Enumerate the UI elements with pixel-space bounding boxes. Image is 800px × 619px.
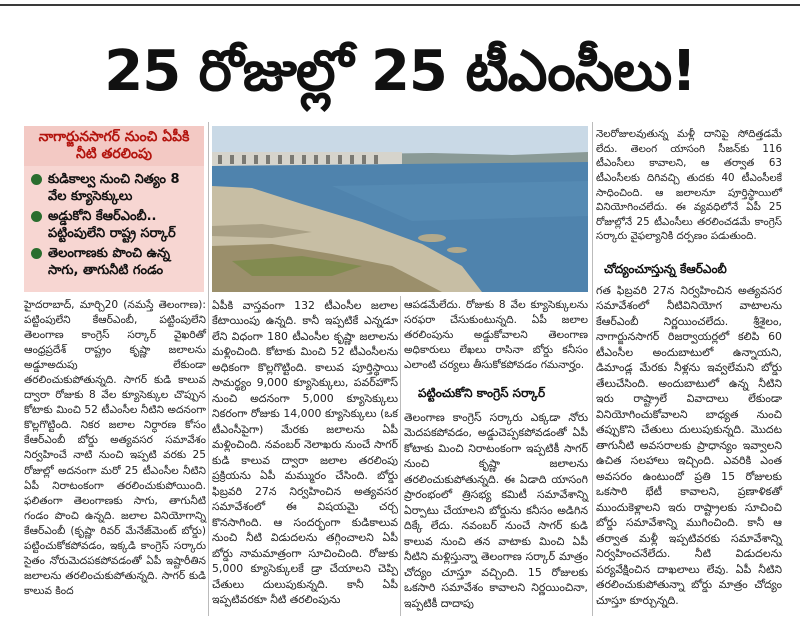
highlight-item: అడ్డుకోని కేఆర్ఎంబీ.. పట్టింపులేని రాష్ట్ర సర్కార్ <box>28 208 200 242</box>
highlight-item: తెలంగాణకు పొంచి ఉన్న సాగు, తాగునీటి గండం <box>28 245 200 279</box>
highlights-box <box>24 126 204 292</box>
subheading-congress: పట్టించుకోని కాంగ్రెస్ సర్కార్ <box>418 386 546 400</box>
highlights-list <box>24 166 204 292</box>
article-column-1: హైదరాబాద్, మార్చి20 (నమస్తే తెలంగాణ): పట్టింపులేని కేఆర్ఎంబీ, పట్టింపులేని తెలంగాణ కాంగ్రెస్ సర్కార్ వైఖరితో ఆంధ్రప్రదేశ్ రాష్ట్రం కృష్ణా జలాలను అడ్డూఅదుపు లేకుండా తరలించుకుపోతున్నది. సాగర్ కుడి కాలువ ద్వారా రోజుకు 8 వేల క్యూసెక్కుల చొప్పున కోటాకు మించి 52 టీఎంసీల నీటిని అదనంగా కొల్లగొట్టింది. నికర జలాల నిర్ధారణ కోసం కేఆర్ఎంబీ బోర్డు అత్యవసర సమావేశం నిర్వహించే నాటి నుంచి ఇప్పటి వరకు 25 రోజుల్లో అదనంగా మరో 25 టీఎంసీల నీటిని ఏపీ నిరాటంకంగా తరలించుకుపోయింది. ఫలితంగా తెలంగాణకు సాగు, తాగునీటి గండం పొంచి ఉన్నది. జలాల వినియోగాన్ని కేఆర్ఎంబీ (కృష్ణా రివర్ మేనేజ్‌మెంట్ బోర్డు) పట్టించుకోకపోవడం, ఇక్కడి కాంగ్రెస్ సర్కారు సైతం నోరుమెదపకపోవడంతో ఏపీ ఇష్టారీతిన జలాలను తరలించుకుపోతున్నది. సాగర్ కుడి కాలువ కింద <box>24 299 206 597</box>
article-column-4-top: నెలరోజులవుతున్న మళ్లీ దానిపై సోదిత్తడమే లేదు. తెలంగ యాసంగి సీజన్‌కు 116 టీఎంసీలు కావాలని, ఆ తర్వాత 63 టీఎంసీలకు దిగివచ్చి తుదకు 40 టీఎంసీలకే సాధించింది. ఆ జలాలనూ పూర్తిస్థాయిలో వినియోగించలేదు. ఈ వ్యవధిలోనే ఏపీ 25 రోజుల్లోనే 25 టీఎంసీలు తరలించడమే కాంగ్రెస్ సర్కారు వైఫల్యానికి దర్పణం పడుతుంది. <box>596 128 782 243</box>
article-column-4-bottom: గత ఫిబ్రవరి 27న నిర్వహించిన అత్యవసర సమావేశంలో నీటివినియోగ వాటాలను కేఆర్ఎంబీ నిర్ణయించలేదు. శ్రీశైలం, నాగార్జునసాగర్ రిజర్వాయర్లలో కలిపి 60 టీఎంసీల అందుబాటులో ఉన్నాయని, డిమాండ్ల మేరకు నీళ్లను ఇవ్వలేమని బోర్డు తేలుచేసింది. అందుబాటులో ఉన్న నీటిని ఇరు రాష్ట్రాలే వివాదాలు లేకుండా వినియోగించుకోవాలని బాధ్యత నుంచి తప్పుకొని చేతులు దులుపుకున్నది. మొదట తాగునీటి అవసరాలకు ప్రాధాన్యం ఇవ్వాలని ఉచిత సలహాలు ఇచ్చింది. ఎవరికి ఎంత అవసరం ఉంటుందో ప్రతి 15 రోజులకు ఒకసారి భేటీ కావాలని, ప్రణాళికతో ముందుకెళ్లాలని ఇరు రాష్ట్రాలకు సూచించి బోర్డు సమావేశాన్ని ముగించింది. కానీ ఆ తర్వాత మళ్లీ ఇప్పటివరకు సమావేశాన్ని నిర్వహించనేలేదు. నీటి విడుదలను పర్యవేక్షించిన దాఖలాలు లేవు. ఏపీ నీటిని తరలించుకుపోతున్నా బోర్డు మాత్రం చోద్యం చూస్తూ కూర్చున్నది. <box>596 284 782 607</box>
headline: 25 రోజుల్లో 25 టీఎంసీలు! <box>104 39 696 104</box>
highlights-title: నాగార్జునసాగర్ నుంచి ఏపీకి నీటి తరలింపు <box>24 126 204 166</box>
article-column-3-top: ఆపడమేలేదు. రోజుకు 8 వేల క్యూసెక్కులను సరఫరా చేసుకుంటున్నది. ఏపీ జలాల తరలింపును అడ్డుకోవాలని తెలంగాణ అధికారులు లేఖలు రాసినా బోర్డు కనీసం ఎలాంటి చర్యలు తీసుకోకపోవడం గమనార్హం. <box>404 299 588 372</box>
dam-reservoir-photo <box>212 126 588 292</box>
subheading-krmb: చోద్యంచూస్తున్న కేఆర్ఎంబీ <box>604 262 727 276</box>
column-divider <box>208 122 209 616</box>
highlight-item: కుడికాల్వ నుంచి నిత్యం 8 వేల క్యూసెక్కులు <box>28 171 200 205</box>
article-column-2: ఏపీకి వాస్తవంగా 132 టీఎంసీల జలాల కేటాయింపు ఉన్నది. కానీ ఇప్పటికే ఎన్నడూ లేని విధంగా 180 టీఎంసీల కృష్ణా జలాలను మళ్లించింది. కోటాకు మించి 52 టీఎంసీలను అధికంగా కొల్లగొట్టింది. కాలువ పూర్తిస్థాయి సామర్థ్యం 9,000 క్యూసెక్కులు, పవర్‌హౌస్ నుంచి అదనంగా 5,000 క్యూసెక్కులు నికరంగా రోజుకు 14,000 క్యూసెక్కులు (ఒక టీఎంసీపైగా) మేరకు జలాలను ఏపీ మళ్లించింది. నవంబర్ నెలాఖరు నుంచే సాగర్ కుడి కాలువ ద్వారా జలాల తరలింపు ప్రక్రియను ఏపీ మమ్మురం చేసింది. బోర్డు ఫిబ్రవరి 27న నిర్వహించిన అత్యవసర సమావేశంలో ఈ విషయమై చర్చ కొనసాగింది. ఆ సందర్భంగా కుడికాలువ నుంచి నీటి విడుదలను తగ్గించాలని ఏపీ బోర్డు నామమాత్రంగా సూచించింది. రోజుకు 5,000 క్యూసెక్కులకే డ్రా చేయాలని చెప్పి చేతులు దులుపుకున్నది. కానీ ఏపీ ఇప్పటివరకూ నీటి తరలింపును <box>212 299 398 607</box>
column-divider <box>592 122 593 616</box>
article-column-3-bottom: తెలంగాణ కాంగ్రెస్ సర్కారు ఎక్కడా నోరు మెదపకపోవడం, అడ్డుచెప్పకపోవడంతో ఏపీ కోటాకు మించి నిరాటంకంగా ఇప్పటికీ సాగర్ నుంచి కృష్ణా జలాలను తరలించుకుపోతున్నది. ఈ ఏడాది యాసంగి ప్రారంభంలో త్రిసభ్య కమిటీ సమావేశాన్ని ఏర్పాటు చేయాలని బోర్డును కనీసం అడిగిన దిక్కే లేదు. నవంబర్ నుంచే సాగర్ కుడి కాలువ నుంచి తన వాటాకు మించి ఏపీ నీటిని మళ్లిస్తున్నా తెలంగాణ సర్కార్ మాత్రం చోద్యం చూస్తూ వచ్చింది. 15 రోజులకు ఒకసారి సమావేశం కావాలని నిర్ణయించినా, ఇప్పటికీ దాదాపు <box>404 411 588 610</box>
column-divider <box>400 296 401 616</box>
top-rule <box>0 4 800 6</box>
